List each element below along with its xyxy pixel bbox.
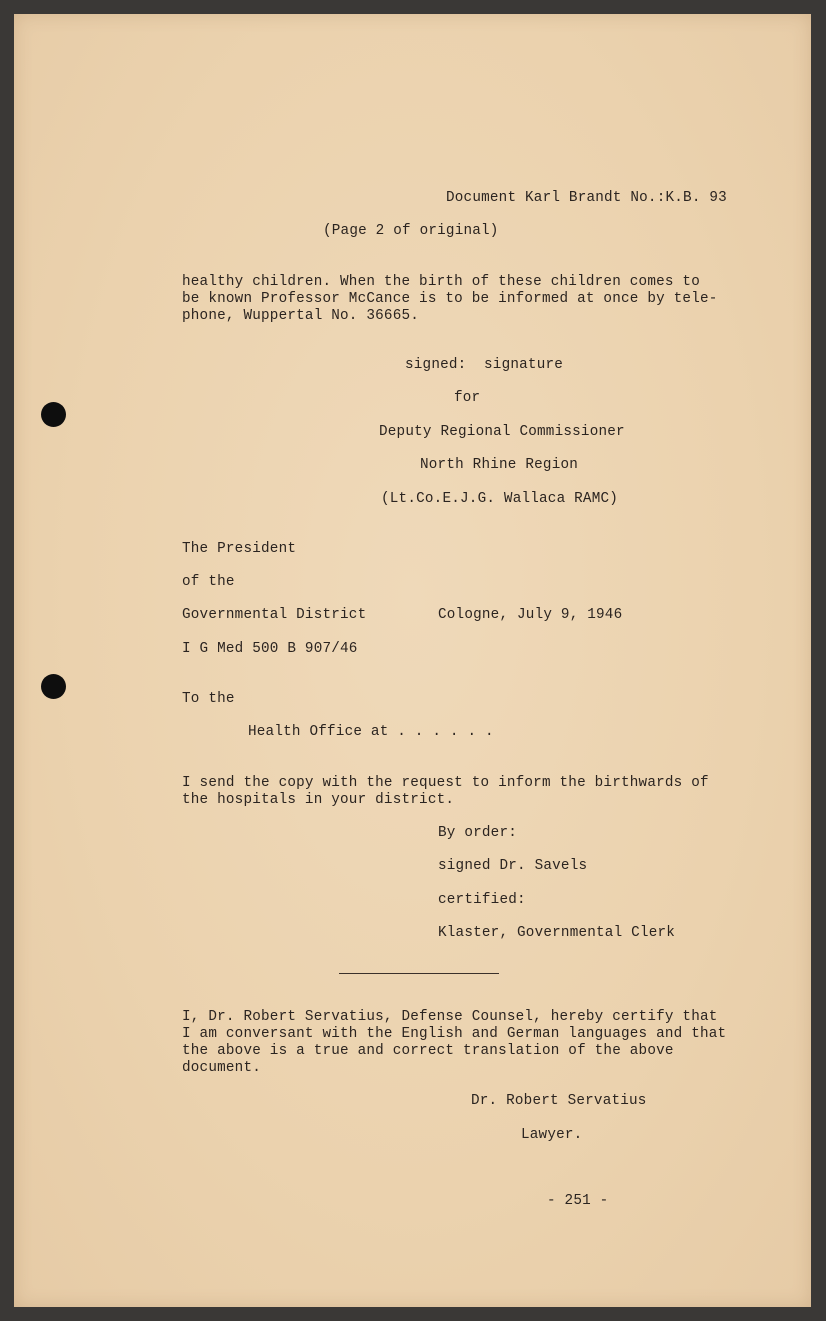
body-line-1: healthy children. When the birth of these children comes to	[182, 274, 700, 290]
punch-hole-top	[41, 402, 66, 427]
certification-line-1: I, Dr. Robert Servatius, Defense Counsel, hereby certify that	[182, 1009, 718, 1025]
region-line: North Rhine Region	[420, 457, 579, 473]
page-note: (Page 2 of original)	[323, 223, 499, 239]
clerk-line: Klaster, Governmental Clerk	[438, 925, 676, 941]
certification-line-3: the above is a true and correct translation of the above	[182, 1043, 674, 1059]
certification-line-4: document.	[182, 1060, 262, 1076]
document-reference: Document Karl Brandt No.:K.B. 93	[446, 190, 727, 206]
sender-line-3: Governmental District	[182, 607, 367, 623]
file-reference: I G Med 500 B 907/46	[182, 641, 358, 657]
separator-rule	[339, 973, 499, 974]
by-order: By order:	[438, 825, 518, 841]
commissioner-name: (Lt.Co.E.J.G. Wallaca RAMC)	[381, 491, 619, 507]
sender-line-2: of the	[182, 574, 235, 590]
document-page	[14, 14, 811, 1307]
request-line-2: the hospitals in your district.	[182, 792, 455, 808]
page-number: - 251 -	[547, 1193, 609, 1209]
certified-label: certified:	[438, 892, 526, 908]
punch-hole-bottom	[41, 674, 66, 699]
sender-line-1: The President	[182, 541, 297, 557]
closing-role: Lawyer.	[521, 1127, 583, 1143]
certification-line-2: I am conversant with the English and German languages and that	[182, 1026, 727, 1042]
commissioner-title: Deputy Regional Commissioner	[379, 424, 625, 440]
request-line-1: I send the copy with the request to inform the birthwards of	[182, 775, 709, 791]
for-line: for	[454, 390, 481, 406]
closing-name: Dr. Robert Servatius	[471, 1093, 647, 1109]
recipient-to: To the	[182, 691, 235, 707]
body-line-2: be known Professor McCance is to be informed at once by tele-	[182, 291, 718, 307]
signed-savels: signed Dr. Savels	[438, 858, 588, 874]
body-line-3: phone, Wuppertal No. 36665.	[182, 308, 420, 324]
recipient-office: Health Office at . . . . . .	[248, 724, 494, 740]
place-date: Cologne, July 9, 1946	[438, 607, 623, 623]
signed-line: signed: signature	[405, 357, 564, 373]
